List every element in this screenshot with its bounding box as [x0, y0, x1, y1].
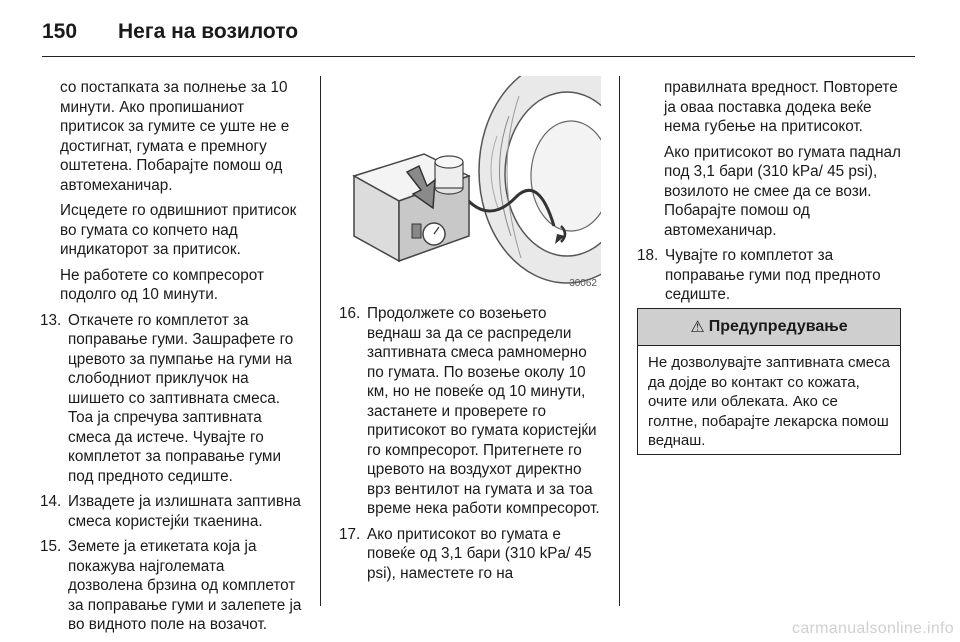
column-middle [339, 304, 601, 589]
figure-code: 30062 [569, 278, 597, 289]
list-item-text: Откачете го комплетот за поправање гуми. Зашрафете го цревото за пумпање на гуми на слободниот приклучок на шишето со заптивната смеса. Тоа ја спречува заптивната смеса да истече. Чувајте го комплетот за поправање гуми под предното седиште. [68, 311, 294, 485]
list-item-text: Продолжете со возењето веднаш за да се распредели заптивната смеса рамномерно по гумата. По возење околу 10 км, но не повеќе од 10 минути, застанете и проверете го притисокот во гумата користејќи го компресорот. Притегнете го цревото на воздухот директно врз вентилот на гумата и за тоа време нека работи компресорот. [367, 305, 600, 517]
warning-title: Предупредување [708, 318, 848, 335]
header-rule [42, 56, 915, 57]
column-divider-right [619, 76, 620, 606]
list-item-text: Извадете ја излишната заптивна смеса користејќи ткаенина. [68, 493, 301, 530]
list-item-number: 13. [40, 311, 62, 329]
release-pressure-paragraph: Исцедете го одвишниот притисок во гумата со копчето над индикаторот за притисок. [60, 202, 297, 258]
column-right [637, 78, 903, 311]
watermark: carmanualsonline.info [792, 620, 954, 637]
list-item-number: 17. [339, 525, 361, 543]
list-item-text: Чувајте го комплетот за поправање гуми под предното седиште. [665, 247, 881, 303]
list-item [637, 246, 903, 305]
intro-paragraph: со постапката за полнење за 10 минути. Ако пропишаниот притисок за гумите се уште не е достигнат, гумата е премногу оштетена. Побарајте помош од автомеханичар. [60, 79, 290, 194]
list-item [40, 311, 302, 487]
page-header [42, 20, 298, 48]
compressor-time-paragraph: Не работете со компресорот подолго од 10 минути. [60, 266, 264, 303]
list-item-text: Ако притисокот во гумата е повеќе од 3,1 бари (310 kPa/ 45 psi), наместете го на [367, 525, 592, 582]
continuation-paragraph: правилната вредност. Повторете ја оваа поставка додека веќе нема губење на притисокот. [664, 79, 898, 135]
warning-icon: ⚠ [690, 319, 705, 336]
tire-compressor-drawing [339, 76, 601, 291]
list-item-number: 14. [40, 493, 62, 510]
pressure-low-paragraph: Ако притисокот во гумата паднал под 3,1 бари (310 kPa/ 45 psi), возилото не смее да се вози. Побарајте помош од автомеханичар. [664, 143, 901, 239]
column-left [40, 78, 302, 641]
list-item [40, 537, 302, 635]
warning-text: Не дозволувајте заптивната смеса да дојде во контакт со кожата, очите или облеката. Ако се голтне, побарајте лекарска помош веднаш. [648, 354, 890, 449]
list-item-number: 15. [40, 538, 62, 555]
column-divider-left [320, 76, 321, 606]
list-item [40, 492, 302, 531]
warning-header [638, 309, 900, 346]
list-item-number: 16. [339, 305, 361, 322]
warning-box [637, 308, 901, 455]
list-item [339, 525, 601, 584]
page-title: Нега на возилото [118, 20, 299, 43]
compressor-illustration [339, 76, 601, 291]
list-item [339, 304, 601, 519]
list-item-text: Земете ја етикетата која ја покажува најголемата дозволена брзина од комплетот за поправање гуми и залепете ја во видното поле на возачот. [68, 538, 302, 633]
list-item-number: 18. [637, 247, 659, 264]
page-number: 150 [42, 20, 78, 43]
